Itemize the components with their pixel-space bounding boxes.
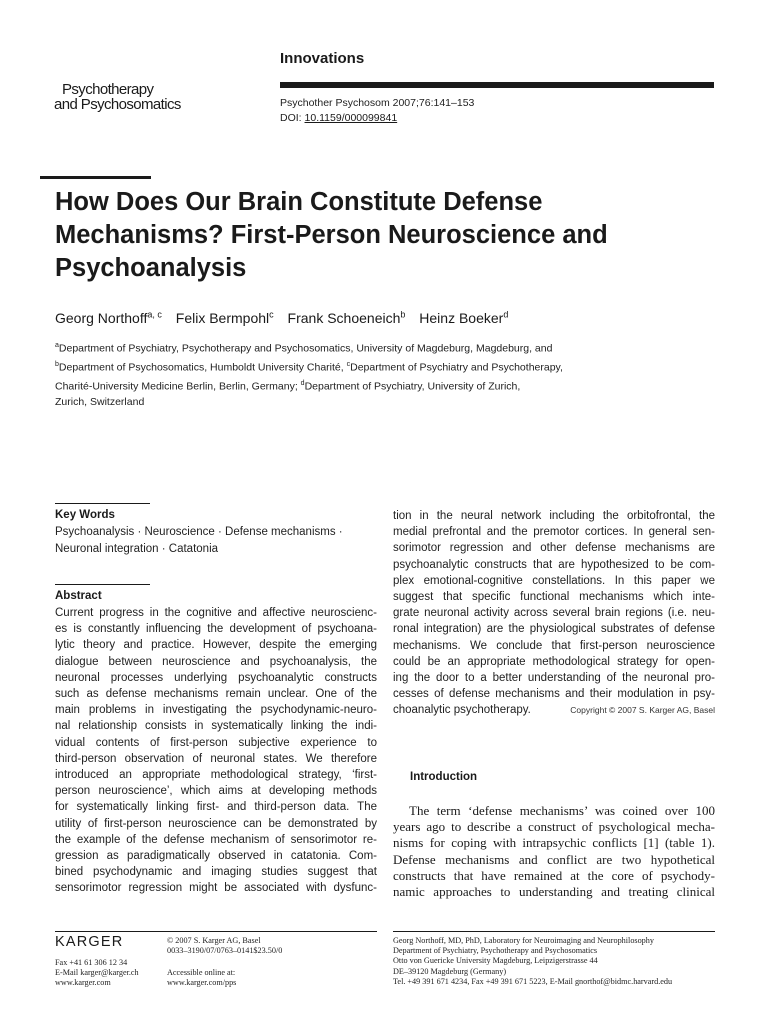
keywords-list: [55, 524, 375, 557]
abstract-line: dialogue between neuroscience and psychoanalysis, the: [55, 655, 377, 668]
publisher-web[interactable]: www.karger.com: [55, 978, 111, 988]
online-access: [167, 968, 236, 988]
doi-link[interactable]: 10.1159/000099841: [304, 112, 398, 124]
doi-label: DOI:: [280, 112, 305, 124]
correspondence-line: Department of Psychiatry, Psychotherapy and Psychosomatics: [393, 946, 598, 956]
abstract-line: ronal integration) are the physiological substrates of defense: [393, 623, 715, 636]
journal-logo-line2: and Psychosomatics: [54, 96, 181, 113]
abstract-line: tion in the neural network including the orbitofrontal, the: [393, 510, 715, 522]
author: Frank Schoeneich$^b$: [287, 309, 406, 326]
correspondence-line: Georg Northoff, MD, PhD, Laboratory for Neuroimaging and Neurophilosophy: [393, 936, 654, 945]
abstract-line: nal relationship consists in systematically linking the indi-: [55, 720, 377, 733]
abstract-line: suggest that specific functional mechanisms which inte-: [393, 591, 715, 604]
abstract-line: sensorimotor regression might be associated with dysfunc-: [55, 882, 377, 895]
keywords-heading: Key Words: [55, 509, 115, 521]
abstract-line: utility of first-person neuroscience can be demonstrated by: [55, 817, 377, 830]
correspondence-line: Tel. +49 391 671 4234, Fax +49 391 671 5223, E-Mail gnorthof@bidmc.harvard.edu: [393, 976, 673, 986]
abstract-continued: [393, 508, 715, 719]
abstract-line: ing the door to a better understanding of the neuronal pro-: [393, 672, 715, 685]
introduction-line: namic approaches to understanding and treating clinical: [393, 884, 715, 900]
header-rule: [280, 82, 714, 88]
abstract-copyright: Copyright © 2007 S. Karger AG, Basel: [570, 705, 715, 716]
publisher-fax: Fax +41 61 306 12 34: [55, 958, 128, 967]
affiliation-line: Zurich, Switzerland: [55, 396, 145, 408]
journal-logo-line1: Psychotherapy: [62, 81, 154, 98]
footer-rule-right: [393, 931, 715, 932]
abstract-body: [55, 605, 377, 897]
publisher-logo: KARGER: [55, 934, 124, 950]
keywords-rule: [55, 503, 150, 504]
introduction-line: constructs that have remained at the core of psychody-: [393, 867, 715, 883]
abstract-line: person neuroscience’, which aims at developing methods: [55, 785, 377, 798]
author-list: [55, 309, 518, 326]
abstract-line: psychoanalytic constructs that are hypothesized to be com-: [393, 558, 715, 571]
abstract-line: medial prefrontal and the premotor cortices. In general sen-: [393, 526, 715, 539]
keywords-line: Neuronal integration · Catatonia: [55, 542, 219, 555]
abstract-line: sorimotor regression and other defense mechanisms are: [393, 542, 715, 555]
abstract-line: vidual contents of first-person subjective experience to: [55, 736, 377, 749]
correspondence-line: Otto von Guericke University Magdeburg, Leipzigerstrasse 44: [393, 956, 598, 966]
author: Heinz Boeker$^d$: [419, 309, 509, 326]
author: Felix Bermpohl$^c$: [175, 309, 274, 326]
citation: Psychother Psychosom 2007;76:141–153: [280, 97, 475, 109]
citation-block: [280, 96, 474, 126]
author: Georg Northoff$^{a, c}$: [55, 309, 162, 326]
introduction-line: years ago to describe a construct of psychological mecha-: [393, 819, 715, 835]
correspondence-address: [393, 936, 723, 987]
introduction-line: nisms for coping with intrapsychic conflicts [1] (table 1).: [393, 835, 715, 851]
doi-line: [280, 111, 474, 126]
journal-logo: [54, 82, 181, 112]
abstract-line: mechanisms. We conclude that first-person neuroscience: [393, 639, 715, 652]
abstract-line: es is constantly influencing the development of psychoana-: [55, 623, 377, 636]
rights-line: © 2007 S. Karger AG, Basel: [167, 936, 261, 945]
abstract-line: main problems in investigating the psychodynamic-neuro-: [55, 704, 377, 717]
introduction-line: Defense mechanisms and conflict are two hypothetical: [393, 851, 715, 867]
article-title: How Does Our Brain Constitute Defense Mechanisms? First-Person Neuroscience and Psychoanalysis: [55, 188, 608, 282]
correspondence-line: DE–39120 Magdeburg (Germany): [393, 966, 507, 976]
affiliation-line: $^b$Department of Psychosomatics, Humboldt University Charité, $^c$Department of Psychiatry and Psychotherapy,: [55, 361, 563, 374]
abstract-line: cesses of defense mechanisms and their modulation in psy-: [393, 688, 715, 701]
section-label: Innovations: [280, 50, 365, 67]
abstract-line: Current progress in the cognitive and affective neuroscienc-: [55, 607, 377, 619]
abstract-line: neuronal processes underlying psychoanalytic constructs: [55, 671, 377, 684]
abstract-line: plex emotional-cognitive constellations. In this paper we: [393, 574, 715, 587]
abstract-line: third-person observation of neuronal states. We therefore: [55, 752, 377, 765]
abstract-heading: Abstract: [55, 590, 102, 602]
publisher-email[interactable]: E-Mail karger@karger.ch: [55, 968, 139, 978]
footer-rule-left: [55, 931, 377, 932]
keywords-line: Psychoanalysis · Neuroscience · Defense mechanisms ·: [55, 526, 343, 538]
abstract-line: introduced an appropriate methodological strategy, ‘first-: [55, 769, 377, 782]
abstract-line: grate neuronal activity across several brain regions (i.e. neu-: [393, 607, 715, 620]
title-rule: [40, 176, 151, 179]
introduction-line: The term ‘defense mechanisms’ was coined over 100: [409, 803, 715, 818]
online-label: Accessible online at:: [167, 968, 236, 977]
affiliations: [55, 338, 595, 411]
abstract-last-line: [393, 702, 715, 718]
abstract-line: the example of the defense mechanism of sensorimotor re-: [55, 833, 377, 846]
abstract-line: could be an appropriate methodological strategy for open-: [393, 655, 715, 668]
abstract-rule: [55, 584, 150, 585]
abstract-line: such as defense mechanisms remain unclear. One of the: [55, 688, 377, 701]
introduction-body: [393, 803, 715, 900]
abstract-line: bined psychodynamic and imaging studies suggest that: [55, 866, 377, 879]
abstract-line: gression as paradigmatically observed in catatonia. Com-: [55, 850, 377, 863]
online-link[interactable]: www.karger.com/pps: [167, 978, 237, 988]
affiliation-line: Charité-University Medicine Berlin, Berlin, Germany; $^d$Department of Psychiatry, University of Zurich,: [55, 380, 521, 393]
introduction-heading: Introduction: [410, 771, 478, 783]
abstract-line: choanalytic psychotherapy.: [393, 704, 531, 717]
rights-line: 0033–3190/07/0763–0141$23.50/0: [167, 946, 283, 956]
abstract-line: lytic theory and practice. However, despite the emerging: [55, 639, 377, 652]
publisher-contact: [55, 958, 139, 989]
affiliation-line: $^a$Department of Psychiatry, Psychotherapy and Psychosomatics, University of Magdeburg, Magdeburg, and: [55, 342, 553, 355]
publisher-rights: [167, 936, 282, 956]
abstract-line: for systematically linking first- and third-person data. The: [55, 801, 377, 814]
